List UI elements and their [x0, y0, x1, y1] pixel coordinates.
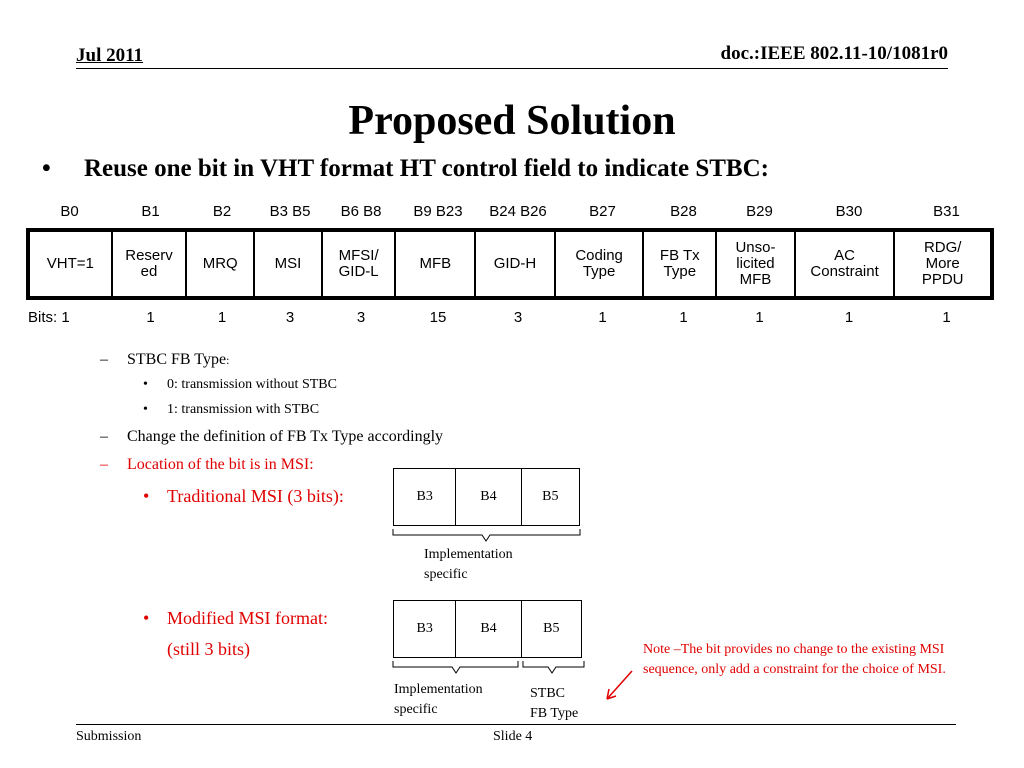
field-cell: Unso- licited MFB	[717, 232, 796, 296]
red-arrow-icon	[602, 668, 638, 704]
list-item-traditional-msi: Traditional MSI (3 bits):	[167, 486, 344, 506]
msi-cell-b3: B3	[394, 469, 456, 525]
bit-position-label: B0	[60, 203, 79, 220]
field-cell: VHT=1	[30, 232, 113, 296]
note-text: Note –The bit provides no change to the existing MSI sequence, only add a constraint for the choice of MSI.	[643, 642, 946, 677]
field-cell: AC Constraint	[796, 232, 896, 296]
list-item-stbc-fb-type	[127, 351, 229, 369]
field-cell: FB Tx Type	[644, 232, 717, 296]
field-cell: MRQ	[187, 232, 255, 296]
bit-position-label: B24 B26	[489, 203, 547, 220]
modified-msi-box	[393, 600, 582, 658]
list-bullet: •	[143, 377, 148, 392]
bit-count: 1	[844, 309, 854, 326]
field-cell: MFB	[396, 232, 476, 296]
list-dash: –	[100, 351, 108, 368]
bit-count: 1	[598, 309, 607, 326]
field-cell: Reserv ed	[113, 232, 188, 296]
header-date: Jul 2011	[76, 45, 144, 66]
bits-label: Bits: 1	[28, 309, 70, 326]
bit-count: 1	[146, 309, 155, 326]
bit-position-label: B28	[670, 203, 697, 220]
list-dash: –	[100, 428, 108, 445]
field-cell: MFSI/ GID-L	[323, 232, 397, 296]
stbc-fb-type-colon: :	[226, 353, 230, 367]
list-item-modified-msi: Modified MSI format:	[167, 608, 328, 628]
msi-cell-b4: B4	[456, 469, 521, 525]
list-item-opt0: 0: transmission without STBC	[167, 377, 337, 392]
traditional-msi-box	[393, 468, 580, 526]
bit-position-label: B31	[933, 203, 960, 220]
msi-cell-b4: B4	[456, 601, 521, 657]
bit-count: 1	[942, 309, 951, 326]
bit-position-label: B30	[835, 203, 863, 220]
list-item-location: Location of the bit is in MSI:	[127, 456, 314, 473]
main-bullet	[42, 155, 769, 183]
bit-position-label: B27	[589, 203, 616, 220]
msi-cell-b5: B5	[542, 489, 559, 504]
bit-count: 1	[755, 309, 764, 326]
modified-braces	[390, 659, 590, 675]
bit-position-label: B1	[141, 203, 160, 220]
bit-count: 1	[217, 309, 227, 326]
bit-position-label: B2	[212, 203, 232, 220]
traditional-brace	[390, 527, 585, 543]
field-cell: Coding Type	[556, 232, 645, 296]
modified-brace-label-right: STBC FB Type	[530, 686, 579, 721]
ht-control-field-table	[26, 228, 994, 300]
footer-slide-number: Slide 4	[493, 729, 533, 744]
bit-count: 3	[285, 309, 295, 326]
field-cell: GID-H	[476, 232, 556, 296]
list-item-opt1: 1: transmission with STBC	[167, 402, 320, 417]
list-item-change-definition: Change the definition of FB Tx Type accordingly	[127, 428, 444, 445]
bit-position-label: B3 B5	[269, 203, 311, 220]
modified-brace-label-left: Implementation specific	[394, 682, 483, 717]
msi-cell-b5: B5	[543, 621, 560, 636]
msi-cell-b3: B3	[394, 601, 456, 657]
header-divider	[76, 68, 948, 69]
list-item-modified-msi-note: (still 3 bits)	[167, 639, 251, 659]
footer-divider	[76, 724, 956, 725]
list-dash: –	[100, 456, 108, 473]
field-cell: MSI	[255, 232, 323, 296]
stbc-fb-type-text: STBC FB Type	[127, 351, 227, 368]
field-cell: RDG/ More PPDU	[921, 239, 964, 288]
bit-count: 3	[356, 309, 366, 326]
bullet-marker: •	[42, 155, 51, 182]
list-bullet: •	[143, 608, 150, 628]
bit-position-label: B29	[746, 203, 773, 220]
bit-position-label: B6 B8	[340, 203, 382, 220]
bit-position-label: B9 B23	[413, 203, 463, 220]
footer-submission: Submission	[76, 729, 142, 744]
bit-count: 1	[679, 309, 688, 326]
list-bullet: •	[143, 402, 148, 417]
header-doc-id: doc.:IEEE 802.11-10/1081r0	[720, 43, 948, 64]
traditional-brace-label: Implementation specific	[424, 547, 513, 582]
bit-count: 3	[513, 309, 523, 326]
slide-title: Proposed Solution	[348, 98, 676, 144]
main-bullet-text: Reuse one bit in VHT format HT control field to indicate STBC:	[84, 155, 769, 182]
list-bullet: •	[143, 486, 150, 506]
bit-count: 15	[429, 309, 447, 326]
